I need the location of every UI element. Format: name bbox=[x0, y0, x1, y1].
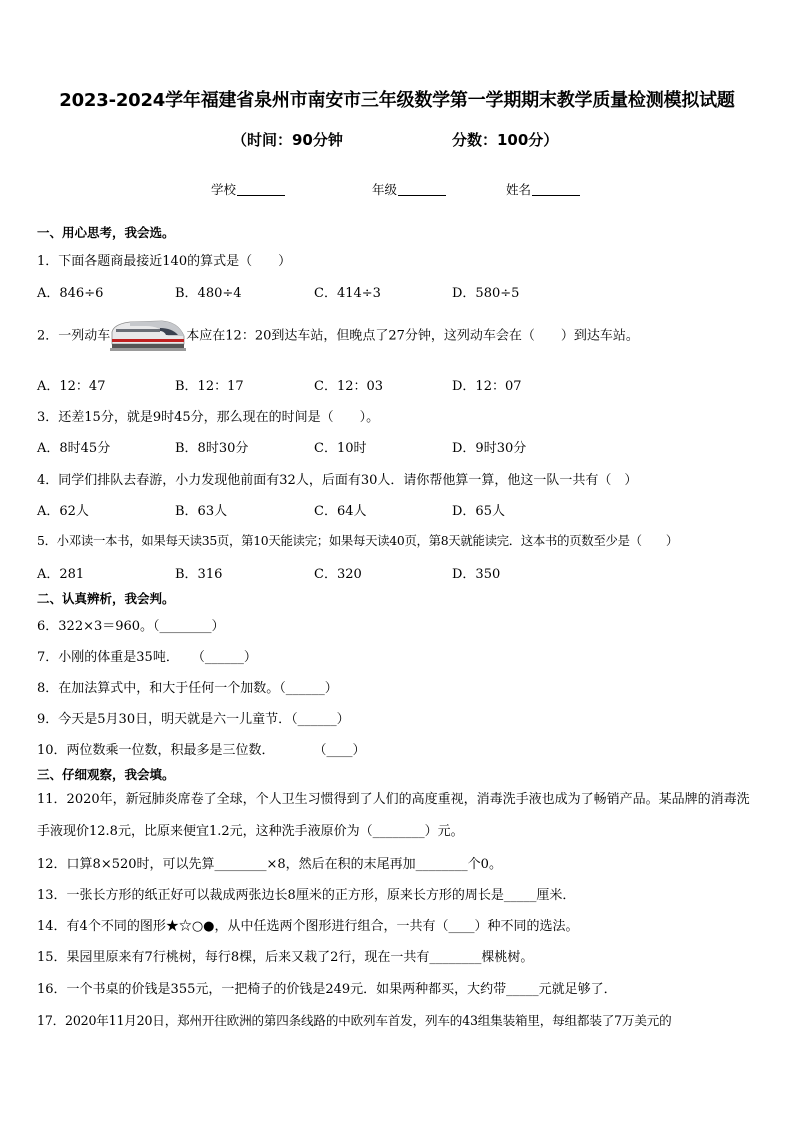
option[interactable]: A．846÷6 bbox=[37, 286, 104, 301]
question-2-options bbox=[37, 375, 757, 393]
exam-score: 分数：100分） bbox=[452, 131, 559, 149]
question-3: 3．还差15分，就是9时45分，那么现在的时间是（ ）。 bbox=[37, 410, 380, 425]
section-heading: 一、用心思考，我会选。 bbox=[37, 225, 175, 240]
option[interactable]: D．350 bbox=[452, 567, 501, 582]
question-5: 5．小邓读一本书，如果每天读35页，第10天能读完；如果每天读40页，第8天就能读完．这本书的页数至少是（ ） bbox=[37, 533, 679, 548]
section-heading: 三、仔细观察，我会填。 bbox=[37, 767, 175, 782]
option[interactable]: D．12：07 bbox=[452, 379, 522, 394]
option[interactable]: A．62人 bbox=[37, 504, 89, 519]
bullet-train-image bbox=[110, 314, 186, 354]
question-7: 7．小刚的体重是35吨． （______） bbox=[37, 650, 257, 665]
question-4-options bbox=[37, 500, 757, 518]
option[interactable]: B．63人 bbox=[175, 504, 228, 519]
option[interactable]: C．320 bbox=[314, 567, 362, 582]
exam-time: （时间：90分钟 bbox=[232, 131, 343, 149]
option[interactable]: B．316 bbox=[175, 567, 223, 582]
question-8: 8．在加法算式中，和大于任何一个加数。（______） bbox=[37, 681, 338, 696]
question-1-options bbox=[37, 282, 757, 300]
question-6: 6．322×3＝960。（________） bbox=[37, 619, 225, 634]
question-2-text-end: 本应在12：20到达车站，但晚点了27分钟，这列动车会在（ ）到达车站。 bbox=[186, 328, 639, 344]
question-17: 17．2020年11月20日，郑州开往欧洲的第四条线路的中欧列车首发，列车的43组集装箱里，每组都装了7万美元的 bbox=[37, 1013, 672, 1028]
question-9: 9．今天是5月30日，明天就是六一儿童节．（______） bbox=[37, 712, 350, 727]
page-title: 2023-2024学年福建省泉州市南安市三年级数学第一学期期末教学质量检测模拟试题 bbox=[59, 90, 735, 111]
option[interactable]: A．12：47 bbox=[37, 379, 106, 394]
option[interactable]: D．9时30分 bbox=[452, 441, 527, 456]
grade-blank[interactable] bbox=[398, 183, 446, 196]
grade-label: 年级 bbox=[372, 182, 398, 197]
question-16: 16．一个书桌的价钱是355元，一把椅子的价钱是249元．如果两种都买，大约带_____元就足够了． bbox=[37, 982, 617, 997]
school-field bbox=[211, 180, 285, 198]
name-label: 姓名 bbox=[506, 182, 532, 197]
option[interactable]: B．480÷4 bbox=[175, 286, 242, 301]
question-4: 4．同学们排队去春游，小力发现他前面有32人，后面有30人．请你帮他算一算，他这一队一共有（ ） bbox=[37, 473, 638, 488]
school-blank[interactable] bbox=[237, 183, 285, 196]
option[interactable]: D．580÷5 bbox=[452, 286, 520, 301]
name-field bbox=[506, 180, 580, 198]
option[interactable]: C．10时 bbox=[314, 441, 367, 456]
question-15: 15．果园里原来有7行桃树，每行8棵，后来又栽了2行，现在一共有________棵桃树。 bbox=[37, 950, 534, 965]
school-label: 学校 bbox=[211, 182, 237, 197]
question-13: 13．一张长方形的纸正好可以裁成两张边长8厘米的正方形，原来长方形的周长是_____厘米． bbox=[37, 888, 576, 903]
option[interactable]: D．65人 bbox=[452, 504, 505, 519]
question-2 bbox=[37, 314, 639, 354]
question-10: 10．两位数乘一位数，积最多是三位数． （____） bbox=[37, 743, 366, 758]
option[interactable]: C．414÷3 bbox=[314, 286, 381, 301]
student-info bbox=[0, 180, 794, 200]
option[interactable]: A．8时45分 bbox=[37, 441, 111, 456]
question-14: 14．有4个不同的图形★☆○●，从中任选两个图形进行组合，一共有（____）种不同的选法。 bbox=[37, 919, 579, 934]
exam-info bbox=[0, 129, 794, 151]
question-5-options bbox=[37, 563, 757, 581]
option[interactable]: B．12：17 bbox=[175, 379, 244, 394]
section-heading: 二、认真辨析，我会判。 bbox=[37, 591, 175, 606]
option[interactable]: C．12：03 bbox=[314, 379, 384, 394]
grade-field bbox=[372, 180, 446, 198]
question-2-text-start: 2．一列动车 bbox=[37, 328, 111, 344]
question-1: 1．下面各题商最接近140的算式是（ ） bbox=[37, 254, 292, 269]
question-11: 11．2020年，新冠肺炎席卷了全球，个人卫生习惯得到了人们的高度重视，消毒洗手液也成为了畅销产品。某品牌的消毒洗手液现价12.8元，比原来便宜1.2元，这种洗手液原价为（________）元。 bbox=[37, 792, 750, 839]
option[interactable]: B．8时30分 bbox=[175, 441, 249, 456]
option[interactable]: A．281 bbox=[37, 567, 85, 582]
name-blank[interactable] bbox=[532, 183, 580, 196]
question-3-options bbox=[37, 437, 757, 455]
option[interactable]: C．64人 bbox=[314, 504, 367, 519]
question-12: 12．口算8×520时，可以先算________×8，然后在积的末尾再加________个0。 bbox=[37, 857, 502, 872]
